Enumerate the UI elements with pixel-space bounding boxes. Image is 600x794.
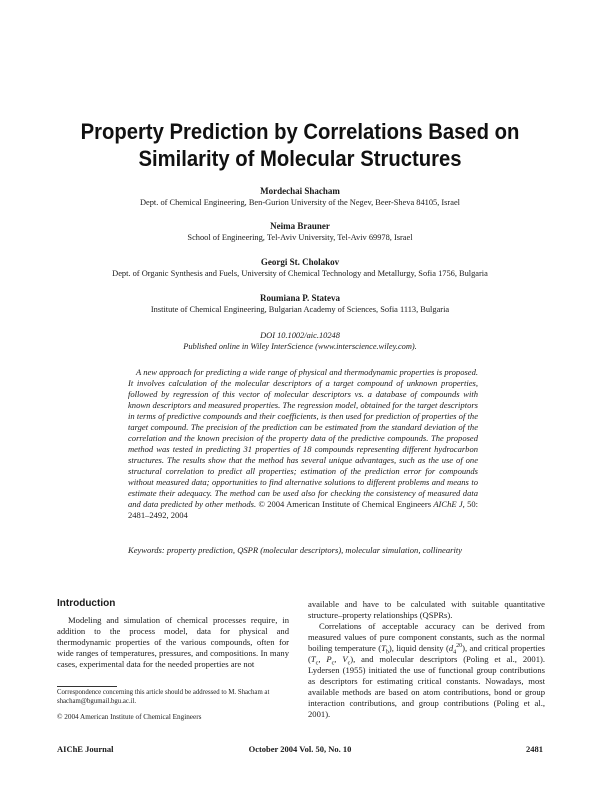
correspondence-footnote: Correspondence concerning this article should be addressed to M. Shacham at shacham@bgumail.bgu.ac.il.	[57, 689, 270, 705]
column-right	[308, 599, 545, 720]
published-online-line: Published online in Wiley InterScience (www.interscience.wiley.com).	[183, 342, 417, 351]
title-line-1: Property Prediction by Correlations Based on	[80, 119, 520, 144]
author-name: Roumiana P. Stateva	[260, 293, 340, 303]
author-affiliation: Dept. of Chemical Engineering, Ben-Gurion University of the Negev, Beer-Sheva 84105, Israel	[139, 198, 460, 207]
citation-volume: 50: 2481–2492, 2004	[128, 499, 479, 520]
abstract-copyright: © 2004 American Institute of Chemical Engineers	[258, 499, 432, 509]
footer-issue: October 2004 Vol. 50, No. 10	[248, 744, 352, 754]
doi-line: DOI 10.1002/aic.10248	[260, 331, 340, 340]
author-name: Georgi St. Cholakov	[260, 257, 340, 267]
author-affiliation: Institute of Chemical Engineering, Bulgarian Academy of Sciences, Sofia 1113, Bulgaria	[150, 305, 450, 314]
author-affiliation: School of Engineering, Tel-Aviv University, Tel-Aviv 69978, Israel	[187, 233, 413, 242]
footer-journal: AIChE Journal	[57, 744, 114, 754]
column-left	[57, 615, 289, 670]
paper-title	[66, 118, 534, 172]
footer-page-number: 2481	[526, 744, 543, 754]
author-affiliation: Dept. of Organic Synthesis and Fuels, University of Chemical Technology and Metallurgy, Sofia 1756, Bulgaria	[112, 269, 488, 278]
author-name: Neima Brauner	[270, 221, 330, 231]
journal-abbrev: AIChE J,	[433, 499, 465, 509]
intro-paragraph-continued: available and have to be calculated with suitable quantitative structure–property relationships (QSPRs).	[308, 599, 545, 620]
intro-paragraph: Modeling and simulation of chemical processes require, in addition to the process model, data for physical and thermodynamic properties of the various compounds, often for wide ranges of temperatures, pressures, and compositions. In many cases, experimental data for the needed properties are not	[57, 615, 289, 669]
abstract-body: A new approach for predicting a wide range of physical and thermodynamic properties is proposed. It involves calculation of the molecular descriptors of a target compound of unknown properties, followed by regression of this vector of molecular descriptors vs. a database of compounds with known descriptors and measured properties. The regression model, obtained for the target descriptors in terms of predictive compounds and their coefficients, is then used for prediction of properties of the target compound. The precision of the prediction can be estimated from the standard deviation of the correlation and the known precision of the property data of the predictive compounds. The proposed method was tested in predicting 31 properties of 18 compounds representing different hydrocarbon structures. The results show that the method has several unique advantages, such as the use of one structural correlation to predict all properties; estimation of the prediction error for compounds without measured data; opportunities to find alternative solutions to different problems and means to estimate their adequacy. The method can be used also for checking the consistency of measured data and data predicted by other methods.	[128, 367, 478, 509]
footnote-divider	[57, 686, 117, 687]
author-name: Mordechai Shacham	[260, 186, 340, 196]
intro-paragraph: Correlations of acceptable accuracy can be derived from measured values of pure component constants, such as the normal boiling temperature $(T_b)$, liquid density $(d_4^{20})$, and critical properties ($T_c$, $P_c$, $V_c$), and molecular descriptors (Poling et al., 2001). Lydersen (1955) initiated the use of functional group contributions as descriptors for estimating critical constants. Nowadays, most available methods are based on atom contributions, bond or group interaction contributions, and group contributions (Poling et al., 2001).	[308, 621, 546, 719]
keywords: Keywords: property prediction, QSPR (molecular descriptors), molecular simulation, collinearity	[128, 545, 462, 555]
abstract	[128, 367, 478, 521]
copyright-line: © 2004 American Institute of Chemical Engineers	[57, 713, 202, 721]
section-heading-introduction: Introduction	[57, 598, 116, 609]
title-line-2: Similarity of Molecular Structures	[138, 146, 462, 171]
